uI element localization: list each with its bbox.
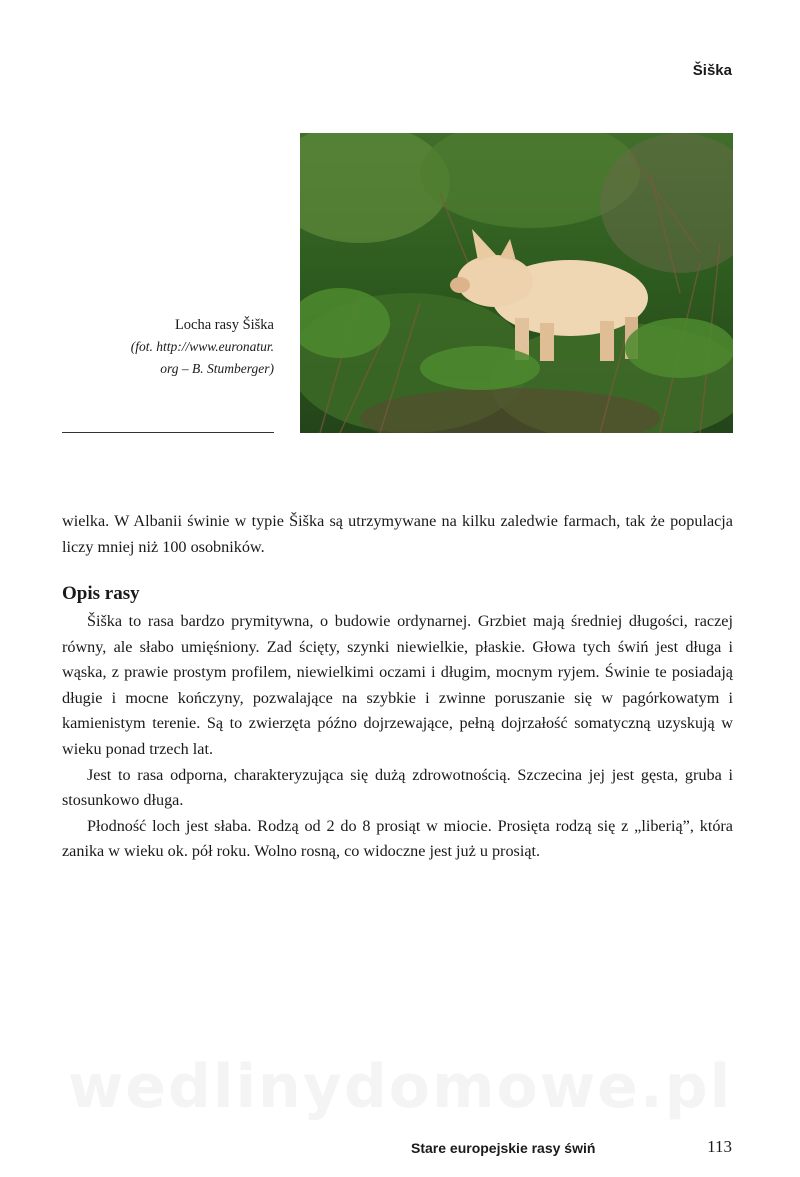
paragraph: Jest to rasa odporna, charakteryzująca się dużą zdrowotnością. Szczecina jej jest gęsta, gruba i stosunkowo długa. <box>62 765 733 810</box>
photo-credit-line-1: (fot. http://www.euronatur. <box>130 339 274 354</box>
photo-credit-line-2: org – B. Stumberger) <box>160 361 274 376</box>
pig-photo-illustration <box>300 133 733 433</box>
watermark: wedlinydomowe.pl <box>67 1052 733 1122</box>
caption-divider <box>62 432 274 433</box>
section-body <box>62 609 733 865</box>
running-footer: Stare europejskie rasy świń <box>411 1140 596 1156</box>
pig-photo <box>300 133 733 433</box>
figure-caption <box>60 314 274 380</box>
paragraph: wielka. W Albanii świnie w typie Šiška są utrzymywane na kilku zaledwie farmach, tak że populacja liczy mniej niż 100 osobników. <box>62 512 733 556</box>
paragraph: Šiška to rasa bardzo prymitywna, o budowie ordynarnej. Grzbiet mają średniej długości, raczej równy, ale słabo umięśniony. Zad ścięty, szynki niewielkie, płaskie. Głowa tych świń jest długa i wąska, z prawie prostym profilem, niewielkimi oczami i długim, mocnym ryjem. Świnie te posiadają długie i mocne kończyny, pozwalające na szybkie i zwinne poruszanie się w pagórkowatym i kamienistym terenie. Są to zwierzęta późno dojrzewające, pełną dojrzałość somatyczną uzyskują w wieku ponad trzech lat. <box>62 612 733 758</box>
intro-paragraph <box>62 509 733 560</box>
paragraph: Płodność loch jest słaba. Rodzą od 2 do 8 prosiąt w miocie. Prosięta rodzą się z „liberią”, która zanika w wieku ok. pół roku. Wolno rosną, co widoczne jest już u prosiąt. <box>62 816 733 861</box>
section-heading: Opis rasy <box>62 583 140 604</box>
page-number: 113 <box>707 1137 732 1156</box>
caption-title: Locha rasy Šiška <box>174 317 274 333</box>
running-header: Šiška <box>692 62 732 79</box>
